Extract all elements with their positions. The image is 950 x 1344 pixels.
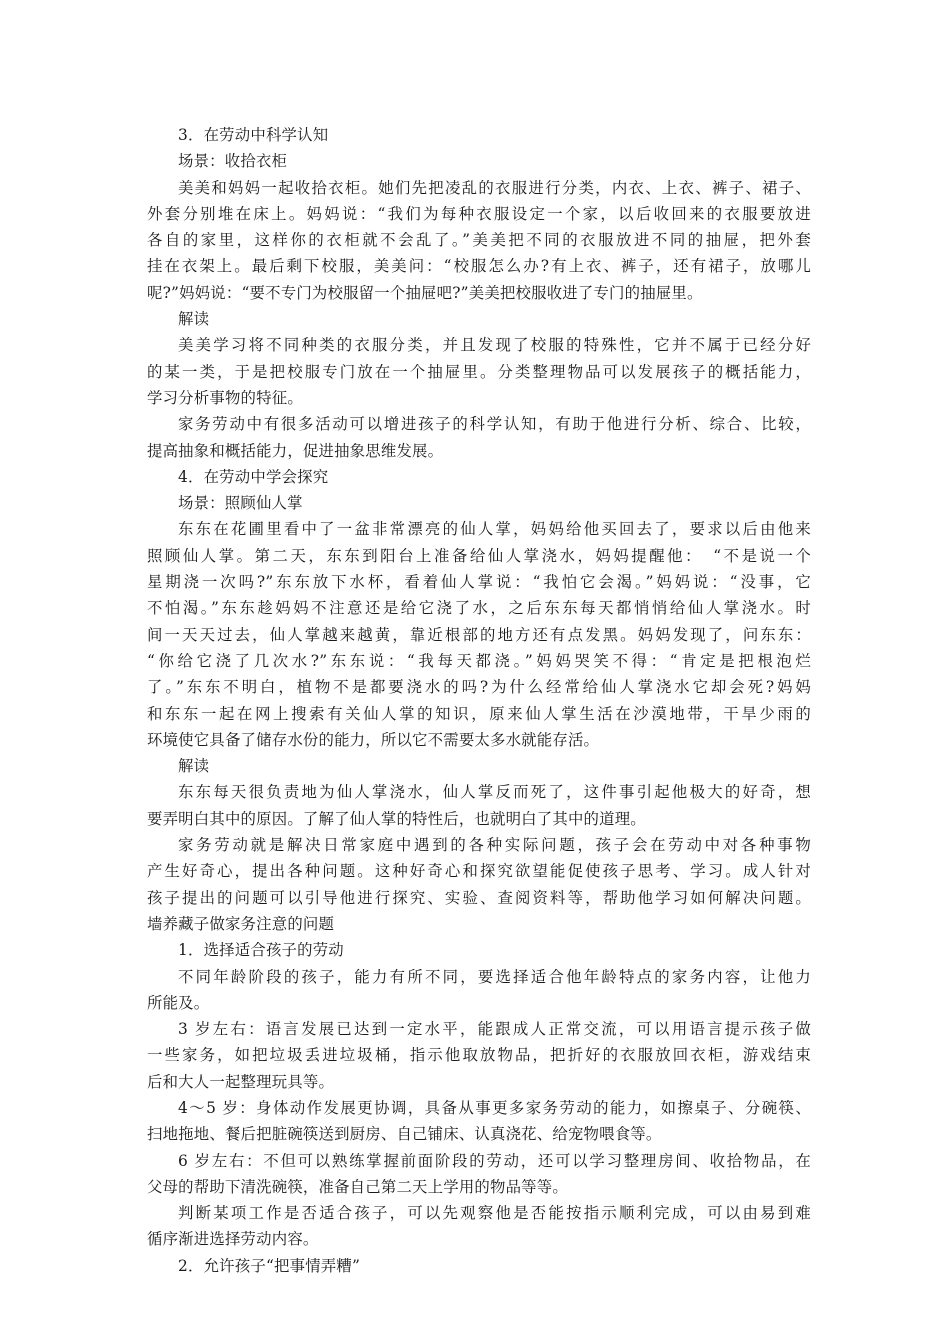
text-line: 1．选择适合孩子的劳动: [178, 941, 344, 960]
text-line: 照顾仙人掌。第二天，东东到阳台上准备给仙人掌浇水，妈妈提醒他： “不是说一个: [147, 546, 811, 565]
text-line: 循序渐进选择劳动内容。: [147, 1230, 319, 1249]
text-line: 东东在花圃里看中了一盆非常漂亮的仙人掌，妈妈给他买回去了，要求以后由他来: [178, 520, 811, 539]
text-line: 解读: [178, 310, 210, 329]
text-line: “你给它浇了几次水?”东东说：“我每天都浇。”妈妈哭笑不得：“肯定是把根泡烂: [147, 651, 811, 670]
text-line: 墙养藏子做家务注意的问题: [147, 914, 335, 933]
text-line: 呢?”妈妈说：“要不专门为校服留一个抽屉吧?”美美把校服收进了专门的抽屉里。: [147, 283, 703, 302]
text-line: 场景：收拾衣柜: [178, 152, 288, 171]
text-line: 和东东一起在网上搜索有关仙人掌的知识，原来仙人掌生活在沙漠地带，干旱少雨的: [147, 704, 811, 723]
text-line: 家务劳动中有很多活动可以增进孩子的科学认知，有助于他进行分析、综合、比较，: [178, 415, 811, 434]
text-line: 4．在劳动中学会探究: [178, 467, 329, 486]
text-line: 6 岁左右：不但可以熟练掌握前面阶段的劳动，还可以学习整理房间、收拾物品，在: [178, 1151, 811, 1170]
text-line: 挂在衣架上。最后剩下校服，美美问：“校服怎么办?有上衣、裤子，还有裙子，放哪儿: [147, 257, 811, 276]
text-line: 所能及。: [147, 993, 210, 1012]
text-line: 间一天天过去，仙人掌越来越黄，靠近根部的地方还有点发黑。妈妈发现了，问东东：: [147, 625, 811, 644]
text-line: 扫地拖地、餐后把脏碗筷送到厨房、自己铺床、认真浇花、给宠物喂食等。: [147, 1125, 662, 1144]
text-line: 父母的帮助下清洗碗筷，准备自己第二天上学用的物品等等。: [147, 1177, 568, 1196]
text-line: 环境使它具备了储存水份的能力，所以它不需要太多水就能存活。: [147, 730, 600, 749]
text-line: 美美学习将不同种类的衣服分类，并且发现了校服的特殊性，它并不属于已经分好: [178, 336, 811, 355]
text-line: 各自的家里，这样你的衣柜就不会乱了。”美美把不同的衣服放进不同的抽屉，把外套: [147, 231, 811, 250]
text-line: 判断某项工作是否适合孩子，可以先观察他是否能按指示顺利完成，可以由易到难: [178, 1204, 811, 1223]
text-line: 的某一类，于是把校服专门放在一个抽屉里。分类整理物品可以发展孩子的概括能力，: [147, 362, 811, 381]
text-line: 了。”东东不明白，植物不是都要浇水的吗?为什么经常给仙人掌浇水它却会死?妈妈: [147, 678, 811, 697]
text-line: 3 岁左右：语言发展已达到一定水平，能跟成人正常交流，可以用语言提示孩子做: [178, 1020, 811, 1039]
text-line: 东东每天很负责地为仙人掌浇水，仙人掌反而死了，这件事引起他极大的好奇，想: [178, 783, 811, 802]
document-body: [147, 122, 811, 1279]
text-line: 解读: [178, 757, 210, 776]
text-line: 4～5 岁：身体动作发展更协调，具备从事更多家务劳动的能力，如擦桌子、分碗筷、: [178, 1098, 811, 1117]
text-line: 后和大人一起整理玩具等。: [147, 1072, 335, 1091]
text-line: 不怕渴。”东东趁妈妈不注意还是给它浇了水，之后东东每天都悄悄给仙人掌浇水。时: [147, 599, 811, 618]
text-line: 要弄明白其中的原因。了解了仙人掌的特性后，也就明白了其中的道理。: [147, 809, 646, 828]
text-line: 孩子提出的问题可以引导他进行探究、实验、查阅资料等，帮助他学习如何解决问题。: [147, 888, 811, 907]
text-line: 提高抽象和概括能力，促进抽象思维发展。: [147, 441, 444, 460]
text-line: 3．在劳动中科学认知: [178, 126, 329, 144]
text-line: 外套分别堆在床上。妈妈说：“我们为每种衣服设定一个家，以后收回来的衣服要放进: [147, 204, 811, 223]
text-line: 产生好奇心，提出各种问题。这种好奇心和探究欲望能促使孩子思考、学习。成人针对: [147, 862, 811, 881]
text-line: 美美和妈妈一起收拾衣柜。她们先把凌乱的衣服进行分类，内衣、上衣、裤子、裙子、: [178, 178, 811, 197]
text-line: 2．允许孩子“把事情弄糟”: [178, 1256, 361, 1275]
text-line: 一些家务，如把垃圾丢进垃圾桶，指示他取放物品，把折好的衣服放回衣柜，游戏结束: [147, 1046, 811, 1065]
text-line: 家务劳动就是解决日常家庭中遇到的各种实际问题，孩子会在劳动中对各种事物: [178, 836, 811, 855]
text-line: 星期浇一次吗?”东东放下水杯，看着仙人掌说：“我怕它会渴。”妈妈说：“没事，它: [147, 573, 811, 592]
text-line: 学习分析事物的特征。: [147, 388, 303, 407]
text-line: 场景：照顾仙人掌: [178, 494, 303, 513]
text-line: 不同年龄阶段的孩子，能力有所不同，要选择适合他年龄特点的家务内容，让他力: [178, 967, 811, 986]
